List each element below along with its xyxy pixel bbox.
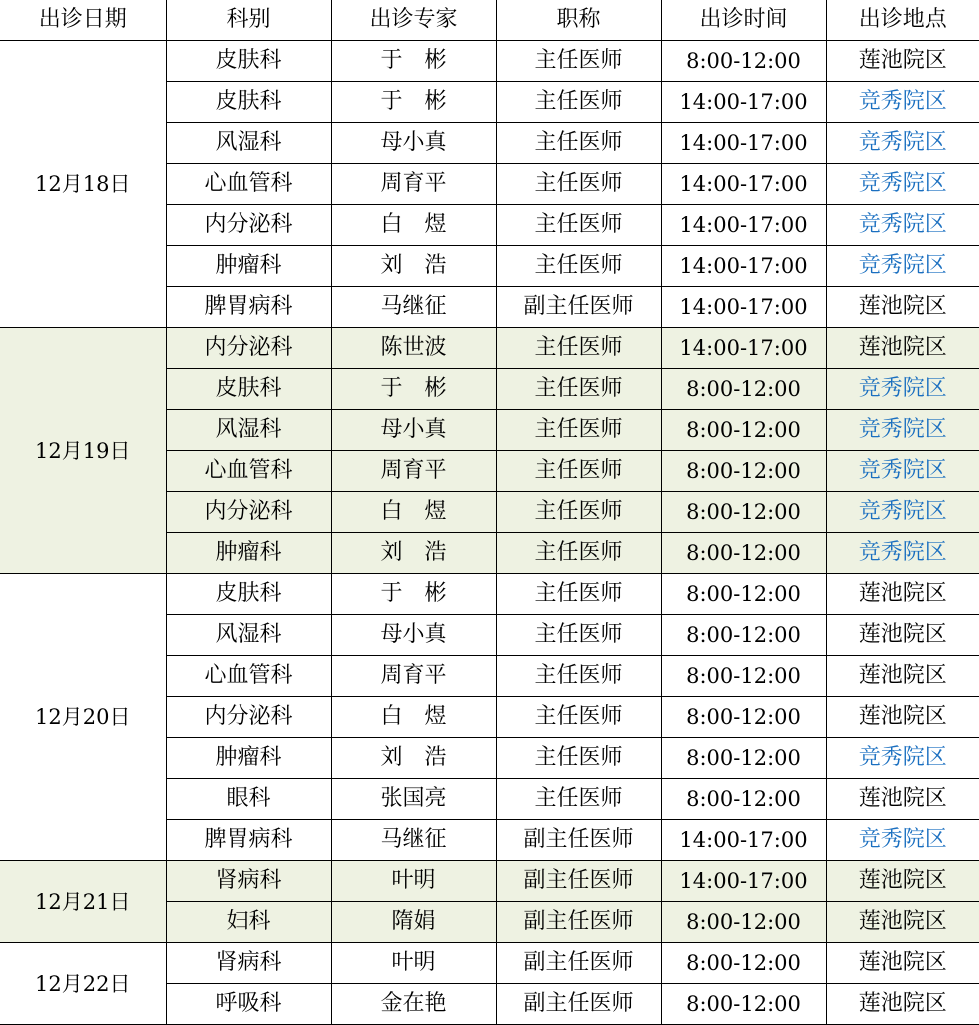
time-cell: 8:00-12:00 (661, 369, 826, 410)
title-cell: 主任医师 (496, 451, 661, 492)
dept-cell: 心血管科 (166, 164, 331, 205)
date-cell: 12月19日 (0, 328, 166, 574)
location-cell: 莲池院区 (826, 574, 979, 615)
time-cell: 8:00-12:00 (661, 41, 826, 82)
location-cell: 莲池院区 (826, 697, 979, 738)
time-cell: 14:00-17:00 (661, 123, 826, 164)
dept-cell: 肿瘤科 (166, 246, 331, 287)
doctor-cell: 母小真 (331, 123, 496, 164)
location-cell: 竞秀院区 (826, 820, 979, 861)
location-cell: 竞秀院区 (826, 738, 979, 779)
time-cell: 8:00-12:00 (661, 615, 826, 656)
doctor-cell: 张国亮 (331, 779, 496, 820)
location-cell: 竞秀院区 (826, 451, 979, 492)
date-cell: 12月21日 (0, 861, 166, 943)
time-cell: 14:00-17:00 (661, 164, 826, 205)
dept-cell: 皮肤科 (166, 369, 331, 410)
time-cell: 14:00-17:00 (661, 246, 826, 287)
header-dept: 科别 (166, 0, 331, 41)
title-cell: 主任医师 (496, 82, 661, 123)
time-cell: 14:00-17:00 (661, 205, 826, 246)
location-cell: 竞秀院区 (826, 533, 979, 574)
title-cell: 主任医师 (496, 328, 661, 369)
dept-cell: 内分泌科 (166, 328, 331, 369)
dept-cell: 眼科 (166, 779, 331, 820)
location-cell: 竞秀院区 (826, 164, 979, 205)
doctor-cell: 于 彬 (331, 82, 496, 123)
doctor-cell: 马继征 (331, 820, 496, 861)
title-cell: 主任医师 (496, 574, 661, 615)
header-date: 出诊日期 (0, 0, 166, 41)
doctor-cell: 于 彬 (331, 41, 496, 82)
dept-cell: 内分泌科 (166, 697, 331, 738)
time-cell: 8:00-12:00 (661, 902, 826, 943)
dept-cell: 妇科 (166, 902, 331, 943)
dept-cell: 脾胃病科 (166, 287, 331, 328)
table-row (0, 943, 979, 984)
doctor-cell: 刘 浩 (331, 246, 496, 287)
table-row (0, 861, 979, 902)
time-cell: 8:00-12:00 (661, 574, 826, 615)
header-time: 出诊时间 (661, 0, 826, 41)
title-cell: 主任医师 (496, 123, 661, 164)
dept-cell: 肾病科 (166, 943, 331, 984)
doctor-cell: 白 煜 (331, 492, 496, 533)
title-cell: 主任医师 (496, 615, 661, 656)
location-cell: 莲池院区 (826, 861, 979, 902)
time-cell: 14:00-17:00 (661, 328, 826, 369)
dept-cell: 肾病科 (166, 861, 331, 902)
location-cell: 竞秀院区 (826, 205, 979, 246)
table-row (0, 574, 979, 615)
title-cell: 主任医师 (496, 369, 661, 410)
location-cell: 莲池院区 (826, 943, 979, 984)
doctor-cell: 刘 浩 (331, 738, 496, 779)
title-cell: 副主任医师 (496, 287, 661, 328)
table-row (0, 328, 979, 369)
dept-cell: 风湿科 (166, 615, 331, 656)
location-cell: 竞秀院区 (826, 410, 979, 451)
location-cell: 莲池院区 (826, 984, 979, 1025)
title-cell: 主任医师 (496, 246, 661, 287)
time-cell: 8:00-12:00 (661, 984, 826, 1025)
location-cell: 莲池院区 (826, 902, 979, 943)
doctor-cell: 母小真 (331, 410, 496, 451)
time-cell: 8:00-12:00 (661, 533, 826, 574)
title-cell: 主任医师 (496, 779, 661, 820)
dept-cell: 风湿科 (166, 410, 331, 451)
doctor-cell: 于 彬 (331, 574, 496, 615)
time-cell: 8:00-12:00 (661, 451, 826, 492)
location-cell: 莲池院区 (826, 779, 979, 820)
title-cell: 主任医师 (496, 492, 661, 533)
dept-cell: 内分泌科 (166, 492, 331, 533)
location-cell: 竞秀院区 (826, 369, 979, 410)
location-cell: 竞秀院区 (826, 82, 979, 123)
title-cell: 副主任医师 (496, 820, 661, 861)
doctor-cell: 白 煜 (331, 205, 496, 246)
title-cell: 主任医师 (496, 410, 661, 451)
doctor-cell: 叶明 (331, 861, 496, 902)
time-cell: 14:00-17:00 (661, 82, 826, 123)
dept-cell: 皮肤科 (166, 82, 331, 123)
location-cell: 莲池院区 (826, 287, 979, 328)
title-cell: 副主任医师 (496, 943, 661, 984)
time-cell: 8:00-12:00 (661, 943, 826, 984)
doctor-cell: 叶明 (331, 943, 496, 984)
time-cell: 8:00-12:00 (661, 492, 826, 533)
doctor-cell: 白 煜 (331, 697, 496, 738)
time-cell: 8:00-12:00 (661, 738, 826, 779)
time-cell: 14:00-17:00 (661, 861, 826, 902)
dept-cell: 皮肤科 (166, 574, 331, 615)
time-cell: 8:00-12:00 (661, 656, 826, 697)
dept-cell: 脾胃病科 (166, 820, 331, 861)
dept-cell: 风湿科 (166, 123, 331, 164)
dept-cell: 心血管科 (166, 656, 331, 697)
date-cell: 12月22日 (0, 943, 166, 1025)
title-cell: 主任医师 (496, 738, 661, 779)
date-cell: 12月18日 (0, 41, 166, 328)
date-cell: 12月20日 (0, 574, 166, 861)
header-location: 出诊地点 (826, 0, 979, 41)
location-cell: 竞秀院区 (826, 246, 979, 287)
header-row (0, 0, 979, 41)
dept-cell: 肿瘤科 (166, 738, 331, 779)
doctor-cell: 周育平 (331, 451, 496, 492)
time-cell: 14:00-17:00 (661, 820, 826, 861)
title-cell: 副主任医师 (496, 861, 661, 902)
doctor-cell: 刘 浩 (331, 533, 496, 574)
location-cell: 竞秀院区 (826, 123, 979, 164)
doctor-cell: 母小真 (331, 615, 496, 656)
doctor-cell: 陈世波 (331, 328, 496, 369)
header-title: 职称 (496, 0, 661, 41)
header-doctor: 出诊专家 (331, 0, 496, 41)
dept-cell: 呼吸科 (166, 984, 331, 1025)
title-cell: 主任医师 (496, 656, 661, 697)
table-row (0, 41, 979, 82)
doctor-cell: 隋娟 (331, 902, 496, 943)
dept-cell: 内分泌科 (166, 205, 331, 246)
time-cell: 8:00-12:00 (661, 779, 826, 820)
location-cell: 莲池院区 (826, 656, 979, 697)
title-cell: 副主任医师 (496, 984, 661, 1025)
doctor-cell: 于 彬 (331, 369, 496, 410)
location-cell: 竞秀院区 (826, 492, 979, 533)
doctor-cell: 马继征 (331, 287, 496, 328)
time-cell: 8:00-12:00 (661, 697, 826, 738)
location-cell: 莲池院区 (826, 328, 979, 369)
title-cell: 主任医师 (496, 697, 661, 738)
title-cell: 主任医师 (496, 41, 661, 82)
doctor-cell: 周育平 (331, 656, 496, 697)
dept-cell: 心血管科 (166, 451, 331, 492)
title-cell: 主任医师 (496, 533, 661, 574)
location-cell: 莲池院区 (826, 41, 979, 82)
time-cell: 8:00-12:00 (661, 410, 826, 451)
title-cell: 主任医师 (496, 164, 661, 205)
schedule-body (0, 41, 979, 1025)
time-cell: 14:00-17:00 (661, 287, 826, 328)
doctor-cell: 金在艳 (331, 984, 496, 1025)
title-cell: 副主任医师 (496, 902, 661, 943)
doctor-cell: 周育平 (331, 164, 496, 205)
dept-cell: 皮肤科 (166, 41, 331, 82)
title-cell: 主任医师 (496, 205, 661, 246)
location-cell: 莲池院区 (826, 615, 979, 656)
dept-cell: 肿瘤科 (166, 533, 331, 574)
